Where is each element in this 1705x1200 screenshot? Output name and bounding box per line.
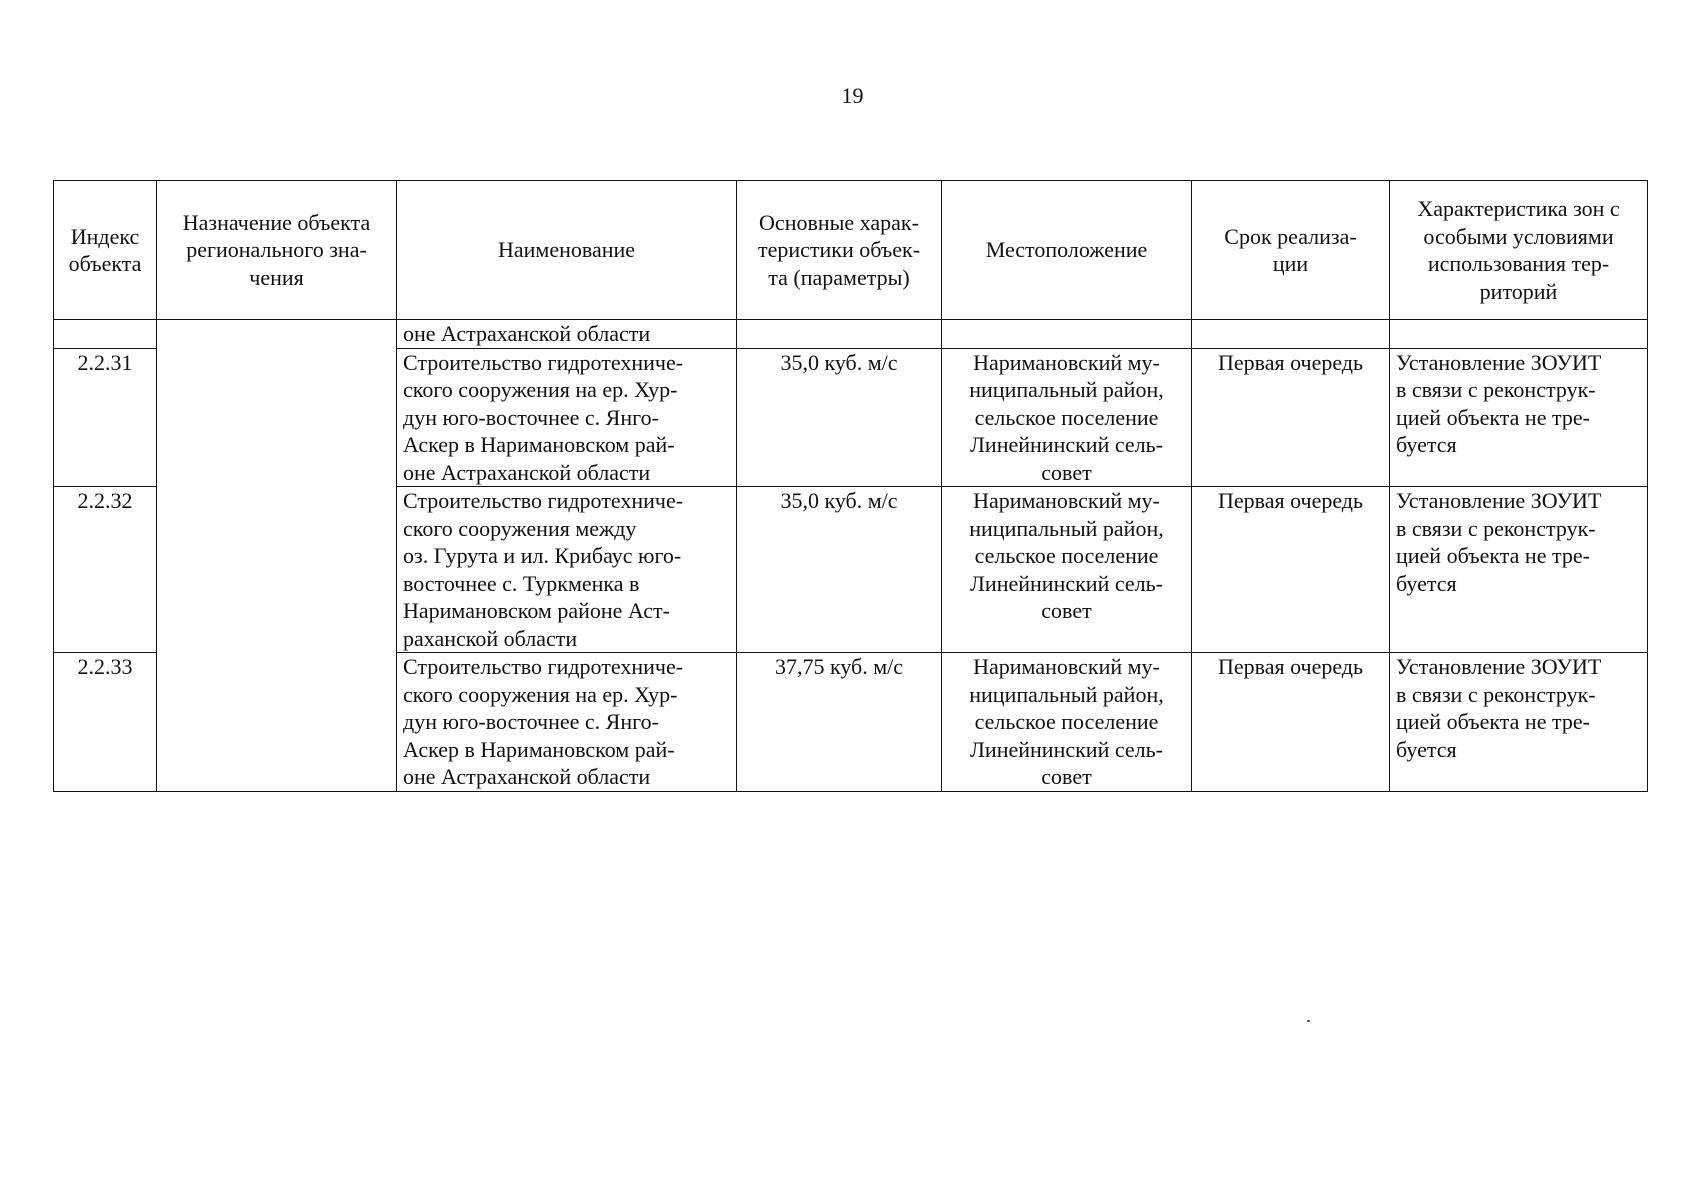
row-zones: Установление ЗОУИТ в связи с реконструк- цией объекта не тре- буется bbox=[1390, 487, 1648, 653]
continuation-name-cell: оне Астраханской области bbox=[397, 320, 737, 349]
header-zones: Характеристика зон с особыми условиями использования тер- риторий bbox=[1390, 181, 1648, 320]
row-name: Строительство гидротехниче- ского сооружения между оз. Гурута и ил. Крибаус юго- восточнее с. Туркменка в Наримановском районе Аст- раханской области bbox=[397, 487, 737, 653]
header-parameters: Основные харак- теристики объек- та (параметры) bbox=[737, 181, 942, 320]
row-term: Первая очередь bbox=[1192, 487, 1390, 653]
table-header-row bbox=[54, 181, 1648, 320]
continuation-row bbox=[54, 320, 1648, 349]
page-number: 19 bbox=[841, 83, 864, 108]
row-name: Строительство гидротехниче- ского сооружения на ер. Хур- дун юго-восточнее с. Янго- Аскер в Наримановском рай- оне Астраханской области bbox=[397, 348, 737, 487]
header-index: Индекс объекта bbox=[54, 181, 157, 320]
row-zones: Установление ЗОУИТ в связи с реконструк- цией объекта не тре- буется bbox=[1390, 653, 1648, 792]
row-location: Наримановский му- ниципальный район, сельское поселение Линейнинский сель- совет bbox=[942, 653, 1192, 792]
row-name: Строительство гидротехниче- ского сооружения на ер. Хур- дун юго-восточнее с. Янго- Аскер в Наримановском рай- оне Астраханской области bbox=[397, 653, 737, 792]
continuation-index-cell bbox=[54, 320, 157, 349]
header-location: Местоположение bbox=[942, 181, 1192, 320]
continuation-term-cell bbox=[1192, 320, 1390, 349]
header-term: Срок реализа- ции bbox=[1192, 181, 1390, 320]
continuation-location-cell bbox=[942, 320, 1192, 349]
continuation-zones-cell bbox=[1390, 320, 1648, 349]
row-index: 2.2.33 bbox=[54, 653, 157, 792]
row-location: Наримановский му- ниципальный район, сельское поселение Линейнинский сель- совет bbox=[942, 348, 1192, 487]
scan-speck bbox=[1307, 1020, 1310, 1022]
continuation-params-cell bbox=[737, 320, 942, 349]
row-index: 2.2.32 bbox=[54, 487, 157, 653]
header-name: Наименование bbox=[397, 181, 737, 320]
header-purpose: Назначение объекта регионального зна- чения bbox=[157, 181, 397, 320]
purpose-merged-cell bbox=[157, 320, 397, 792]
row-term: Первая очередь bbox=[1192, 653, 1390, 792]
row-zones: Установление ЗОУИТ в связи с реконструк- цией объекта не тре- буется bbox=[1390, 348, 1648, 487]
objects-table bbox=[53, 180, 1648, 792]
row-params: 37,75 куб. м/с bbox=[737, 653, 942, 792]
row-location: Наримановский му- ниципальный район, сельское поселение Линейнинский сель- совет bbox=[942, 487, 1192, 653]
row-term: Первая очередь bbox=[1192, 348, 1390, 487]
row-params: 35,0 куб. м/с bbox=[737, 487, 942, 653]
row-index: 2.2.31 bbox=[54, 348, 157, 487]
row-params: 35,0 куб. м/с bbox=[737, 348, 942, 487]
